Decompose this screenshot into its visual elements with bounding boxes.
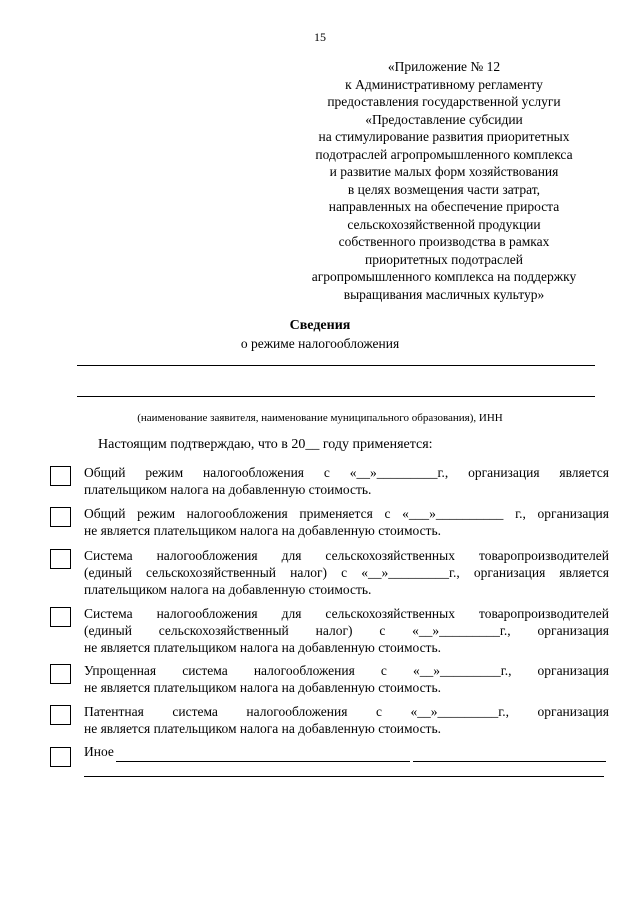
appendix-line: приоритетных подотраслей bbox=[365, 251, 523, 267]
appendix-line: выращивания масличных культур» bbox=[343, 286, 545, 302]
checkbox[interactable] bbox=[50, 705, 71, 725]
other-label: Иное bbox=[84, 744, 114, 759]
appendix-line: «Приложение № 12 bbox=[387, 59, 501, 74]
option-line: Общий режим налогообложения применяется с «___»__________ г., организация bbox=[84, 506, 609, 521]
option-text bbox=[84, 464, 609, 498]
page-number: 15 bbox=[314, 30, 326, 44]
appendix-line: направленных на обеспечение прироста bbox=[328, 199, 560, 214]
appendix-line: и развитие малых форм хозяйствования bbox=[329, 164, 559, 179]
applicant-caption: (наименование заявителя, наименование муниципального образования), ИНН bbox=[137, 412, 503, 424]
appendix-line: «Предоставление субсидии bbox=[365, 111, 523, 127]
option-line: не является плательщиком налога на добавленную стоимость. bbox=[84, 721, 441, 736]
other-input-line[interactable] bbox=[116, 761, 410, 762]
checkbox[interactable] bbox=[50, 466, 71, 486]
applicant-name-line-1[interactable] bbox=[77, 365, 595, 366]
appendix-line: на стимулирование развития приоритетных bbox=[318, 129, 570, 144]
option-text bbox=[84, 505, 609, 539]
appendix-line: в целях возмещения части затрат, bbox=[347, 181, 541, 197]
option-text bbox=[84, 605, 609, 656]
option-text bbox=[84, 662, 609, 696]
form-subtitle: о режиме налогообложения bbox=[240, 336, 400, 351]
option-line: не является плательщиком налога на добавленную стоимость. bbox=[84, 640, 441, 655]
other-input-line[interactable] bbox=[84, 776, 604, 777]
appendix-line: к Административному регламенту bbox=[345, 76, 543, 92]
option-line: Система налогообложения для сельскохозяйственных товаропроизводителей bbox=[84, 548, 609, 563]
option-text bbox=[84, 547, 609, 598]
appendix-line: собственного производства в рамках bbox=[338, 234, 550, 249]
applicant-name-line-2[interactable] bbox=[77, 396, 595, 397]
option-line: Общий режим налогообложения с «__»_________г., организация является bbox=[84, 465, 609, 480]
option-line: (единый сельскохозяйственный налог) с «__»_________г., организация bbox=[84, 623, 609, 638]
appendix-line: предоставления государственной услуги bbox=[327, 94, 561, 109]
option-line: плательщиком налога на добавленную стоимость. bbox=[84, 582, 372, 597]
option-line: плательщиком налога на добавленную стоимость. bbox=[84, 482, 372, 497]
appendix-line: подотраслей агропромышленного комплекса bbox=[315, 146, 573, 162]
form-title: Сведения bbox=[289, 318, 351, 333]
checkbox[interactable] bbox=[50, 607, 71, 627]
appendix-line: агропромышленного комплекса на поддержку bbox=[311, 269, 577, 284]
option-line: Система налогообложения для сельскохозяйственных товаропроизводителей bbox=[84, 606, 609, 621]
checkbox[interactable] bbox=[50, 664, 71, 684]
checkbox[interactable] bbox=[50, 549, 71, 569]
checkbox[interactable] bbox=[50, 747, 71, 767]
option-line: не является плательщиком налога на добавленную стоимость. bbox=[84, 680, 441, 695]
other-input-line[interactable] bbox=[413, 761, 606, 762]
option-line: (единый сельскохозяйственный налог) с «__»_________г., организация является bbox=[84, 565, 609, 580]
appendix-header bbox=[296, 58, 592, 303]
appendix-line: сельскохозяйственной продукции bbox=[347, 216, 541, 232]
option-text bbox=[84, 703, 609, 737]
intro-text: Настоящим подтверждаю, что в 20__ году применяется: bbox=[98, 437, 433, 452]
checkbox[interactable] bbox=[50, 507, 71, 527]
option-line: не является плательщиком налога на добавленную стоимость. bbox=[84, 523, 441, 538]
option-line: Упрощенная система налогообложения с «__»_________г., организация bbox=[84, 663, 609, 678]
option-line: Патентная система налогообложения с «__»_________г., организация bbox=[84, 704, 609, 719]
